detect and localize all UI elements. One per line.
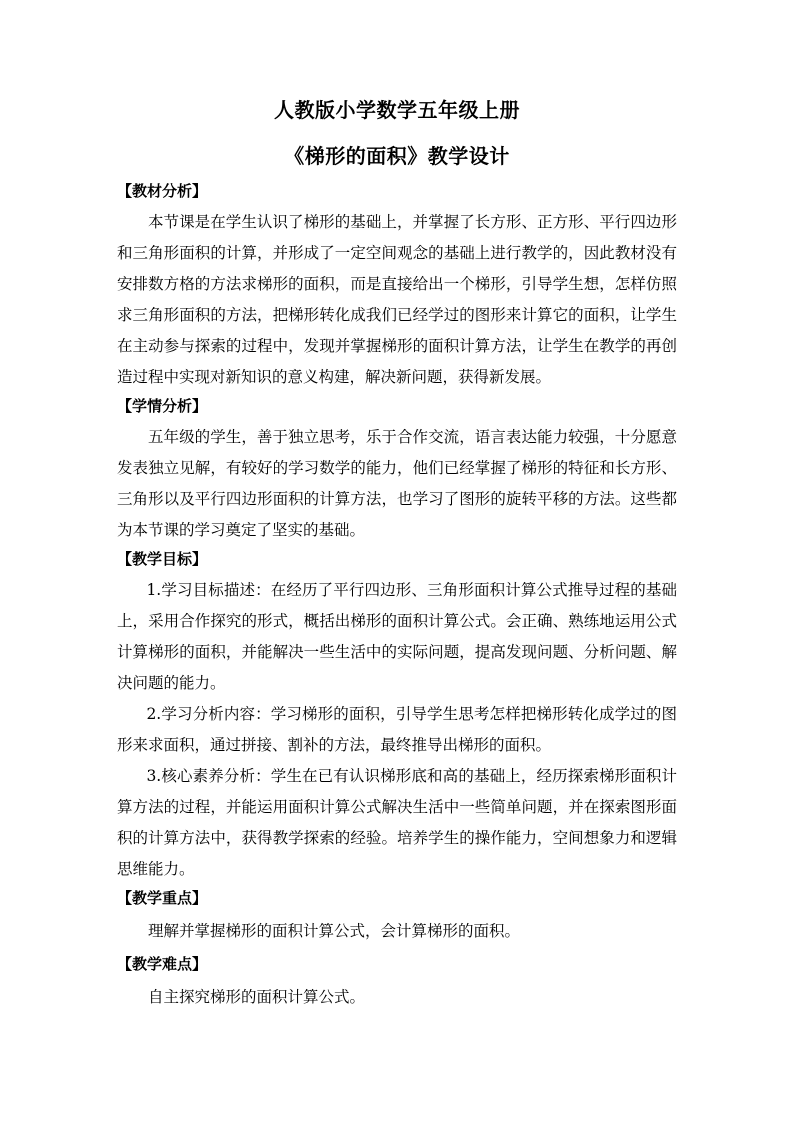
teaching-goal-item: 3.核心素养分析：学生在已有认识梯形底和高的基础上，经历探索梯形面积计算方法的过程，并能运用面积计算公式解决生活中一些简单问题，并在探索图形面积的计算方法中，获得教学探索的经验。培养学生的操作能力，空间想象力和逻辑思维能力。 (117, 767, 677, 878)
section-heading-textbook-analysis: 【教材分析】 (117, 182, 208, 200)
section-heading-teaching-goals: 【教学目标】 (117, 550, 208, 568)
key-points-paragraph: 理解并掌握梯形的面积计算公式，会计算梯形的面积。 (148, 922, 521, 940)
document-subtitle: 《梯形的面积》教学设计 (284, 144, 510, 168)
document-title: 人教版小学数学五年级上册 (274, 98, 520, 122)
textbook-analysis-paragraph: 本节课是在学生认识了梯形的基础上，并掌握了长方形、正方形、平行四边形和三角形面积的计算，并形成了一定空间观念的基础上进行教学的，因此教材没有安排数方格的方法求梯形的面积，而是直接给出一个梯形，引导学生想，怎样仿照求三角形面积的方法，把梯形转化成我们已经学过的图形来计算它的面积，让学生在主动参与探索的过程中，发现并掌握梯形的面积计算方法，让学生在教学的再创造过程中实现对新知识的意义构建，解决新问题，获得新发展。 (117, 213, 677, 386)
document-body (117, 178, 677, 1019)
student-analysis-paragraph: 五年级的学生，善于独立思考，乐于合作交流，语言表达能力较强，十分愿意发表独立见解，有较好的学习数学的能力，他们已经掌握了梯形的特征和长方形、三角形以及平行四边形面积的计算方法，也学习了图形的旋转平移的方法。这些都为本节课的学习奠定了坚实的基础。 (117, 428, 677, 539)
section-heading-key-points: 【教学重点】 (117, 889, 208, 907)
teaching-goal-item: 1.学习目标描述：在经历了平行四边形、三角形面积计算公式推导过程的基础上，采用合作探究的形式，概括出梯形的面积计算公式。会正确、熟练地运用公式计算梯形的面积，并能解决一些生活中的实际问题，提高发现问题、分析问题、解决问题的能力。 (117, 581, 677, 692)
section-heading-student-analysis: 【学情分析】 (117, 397, 208, 415)
difficulties-paragraph: 自主探究梯形的面积计算公式。 (148, 988, 366, 1006)
teaching-goal-item: 2.学习分析内容：学习梯形的面积，引导学生思考怎样把梯形转化成学过的图形来求面积，通过拼接、割补的方法，最终推导出梯形的面积。 (117, 705, 677, 754)
section-heading-difficulties: 【教学难点】 (117, 955, 208, 973)
